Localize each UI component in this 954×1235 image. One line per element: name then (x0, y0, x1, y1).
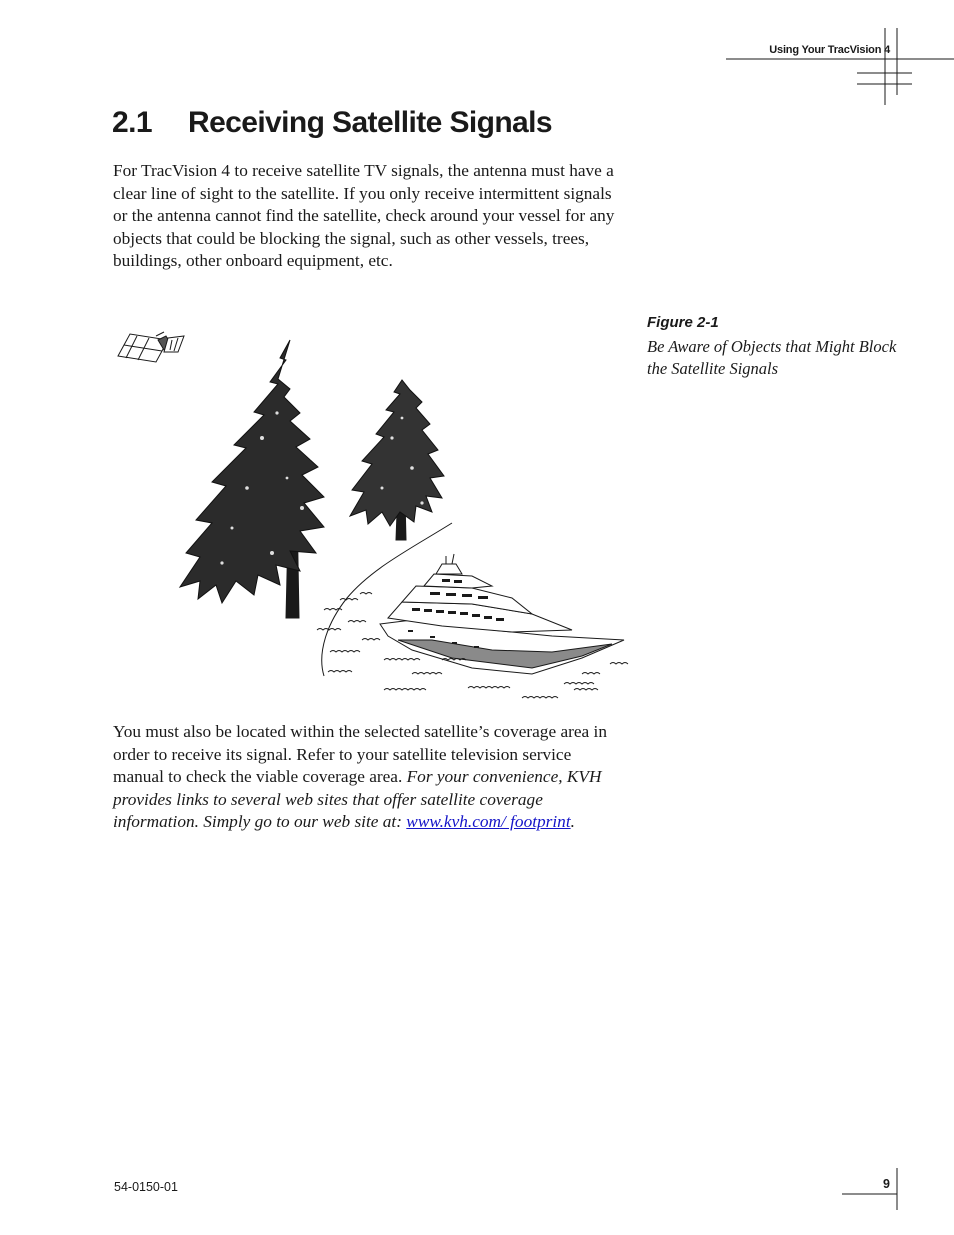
section-number: 2.1 (112, 106, 152, 139)
coverage-end: . (570, 812, 575, 832)
intro-paragraph: For TracVision 4 to receive satellite TV signals, the antenna must have a clear line of sight to the satellite. If you only receive intermittent signals or the antenna cannot find the satellite, check around your vessel for any objects that could be blocking the signal, such as other vessels, trees, buildings, other onboard equipment, etc. (113, 161, 615, 271)
coverage-paragraph (113, 721, 618, 834)
yacht-icon (380, 554, 624, 674)
footprint-link[interactable]: www.kvh.com/ footprint (406, 812, 571, 832)
page-number: 9 (883, 1177, 890, 1191)
figure-label: Figure 2-1 (647, 314, 719, 331)
document-number: 54-0150-01 (114, 1180, 178, 1194)
coverage-text: You must also be located within the selected satellite’s coverage area in order to receive its signal. Refer to your satellite television service manual to check the viable coverage area. (113, 722, 607, 787)
running-header: Using Your TracVision 4 (769, 44, 890, 56)
section-title (112, 106, 552, 140)
figure-caption: Be Aware of Objects that Might Block the Satellite Signals (647, 337, 897, 378)
coverage-note: For your convenience, KVH provides links to several web sites that offer satellite coverage information. Simply go to our web site at: (113, 767, 602, 832)
section-title-text: Receiving Satellite Signals (188, 106, 552, 139)
tree-left (180, 340, 344, 618)
figure-illustration (112, 318, 632, 708)
tree-right (350, 380, 444, 540)
satellite-icon (118, 332, 184, 362)
